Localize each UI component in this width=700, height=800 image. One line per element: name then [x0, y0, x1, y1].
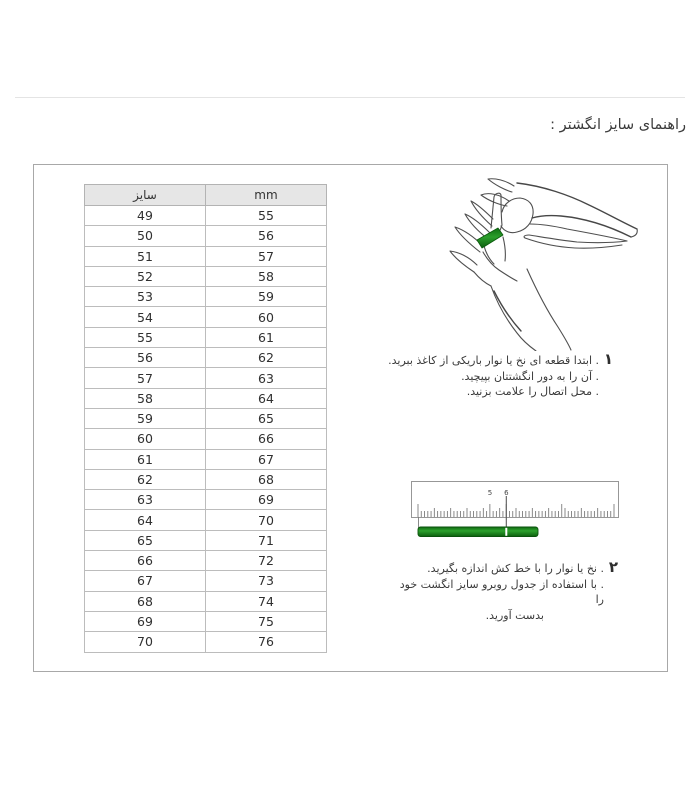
table-row [85, 469, 327, 489]
size-table-body [85, 206, 327, 653]
step-2-line-3: بدست آورید. [485, 608, 544, 622]
table-cell: 60 [85, 429, 206, 449]
section-divider [15, 97, 685, 98]
table-cell: 72 [206, 551, 327, 571]
table-cell: 54 [85, 307, 206, 327]
table-cell: 66 [85, 551, 206, 571]
table-row [85, 307, 327, 327]
table-cell: 49 [85, 206, 206, 226]
table-cell: 50 [85, 226, 206, 246]
table-cell: 57 [206, 246, 327, 266]
table-cell: 56 [85, 348, 206, 368]
ruler-label-5: 5 [487, 489, 493, 497]
table-cell: 59 [206, 287, 327, 307]
size-table [84, 184, 327, 653]
step-2-instructions [388, 558, 618, 623]
table-row [85, 226, 327, 246]
step-1-line-2: . آن را به دور انگشتتان بپیچید. [461, 369, 599, 383]
table-cell: 62 [85, 469, 206, 489]
table-cell: 58 [206, 266, 327, 286]
table-cell: 52 [85, 266, 206, 286]
table-row [85, 348, 327, 368]
step-2-line-1: . نخ یا نوار را با خط کش اندازه بگیرید. [427, 562, 604, 575]
table-row [85, 571, 327, 591]
table-row [85, 368, 327, 388]
measuring-strip-icon [418, 527, 538, 537]
table-cell: 60 [206, 307, 327, 327]
table-cell: 75 [206, 611, 327, 631]
table-cell: 65 [206, 408, 327, 428]
table-row [85, 530, 327, 550]
table-cell: 69 [85, 611, 206, 631]
table-row [85, 551, 327, 571]
table-cell: 65 [85, 530, 206, 550]
ring-size-guide-panel [33, 164, 668, 672]
step-1-text [383, 353, 599, 400]
table-cell: 55 [85, 327, 206, 347]
table-row [85, 449, 327, 469]
table-cell: 67 [85, 571, 206, 591]
table-row [85, 429, 327, 449]
size-table-header-row [85, 185, 327, 206]
table-row [85, 287, 327, 307]
table-row [85, 206, 327, 226]
table-cell: 70 [85, 632, 206, 652]
table-cell: 66 [206, 429, 327, 449]
table-cell: 64 [206, 388, 327, 408]
table-cell: 61 [85, 449, 206, 469]
table-row [85, 246, 327, 266]
hand-with-string-icon [439, 173, 649, 351]
table-row [85, 591, 327, 611]
table-cell: 61 [206, 327, 327, 347]
table-row [85, 408, 327, 428]
step-1-instructions [383, 350, 613, 400]
table-cell: 71 [206, 530, 327, 550]
table-cell: 56 [206, 226, 327, 246]
table-cell: 62 [206, 348, 327, 368]
table-cell: 69 [206, 490, 327, 510]
size-table-header-mm: mm [206, 185, 327, 206]
table-cell: 76 [206, 632, 327, 652]
table-row [85, 510, 327, 530]
table-cell: 68 [206, 469, 327, 489]
table-cell: 63 [85, 490, 206, 510]
ruler-icon [411, 479, 621, 541]
table-row [85, 611, 327, 631]
step-1-number: ۱ [603, 350, 613, 368]
table-cell: 57 [85, 368, 206, 388]
table-cell: 70 [206, 510, 327, 530]
step-2-line-2: . با استفاده از جدول روبرو سایز انگشت خود را [399, 577, 604, 606]
table-row [85, 490, 327, 510]
table-cell: 58 [85, 388, 206, 408]
step-2-number: ۲ [608, 558, 618, 576]
table-cell: 74 [206, 591, 327, 611]
table-row [85, 388, 327, 408]
table-cell: 51 [85, 246, 206, 266]
size-table-header-size: سایز [85, 185, 206, 206]
table-cell: 53 [85, 287, 206, 307]
step-2-text [388, 561, 604, 623]
step-1-line-3: . محل اتصال را علامت بزنید. [466, 385, 599, 398]
table-cell: 73 [206, 571, 327, 591]
page-title: راهنمای سایز انگشتر : [550, 117, 686, 133]
table-cell: 55 [206, 206, 327, 226]
table-cell: 67 [206, 449, 327, 469]
table-cell: 64 [85, 510, 206, 530]
table-cell: 59 [85, 408, 206, 428]
table-cell: 63 [206, 368, 327, 388]
step-1-line-1: . ابتدا قطعه ای نخ یا نوار باریکی از کاغذ ببرید. [388, 354, 599, 367]
table-row [85, 327, 327, 347]
table-cell: 68 [85, 591, 206, 611]
strip-mark-notch [505, 528, 507, 536]
table-row [85, 632, 327, 652]
table-row [85, 266, 327, 286]
ruler-label-6: 6 [504, 489, 509, 497]
